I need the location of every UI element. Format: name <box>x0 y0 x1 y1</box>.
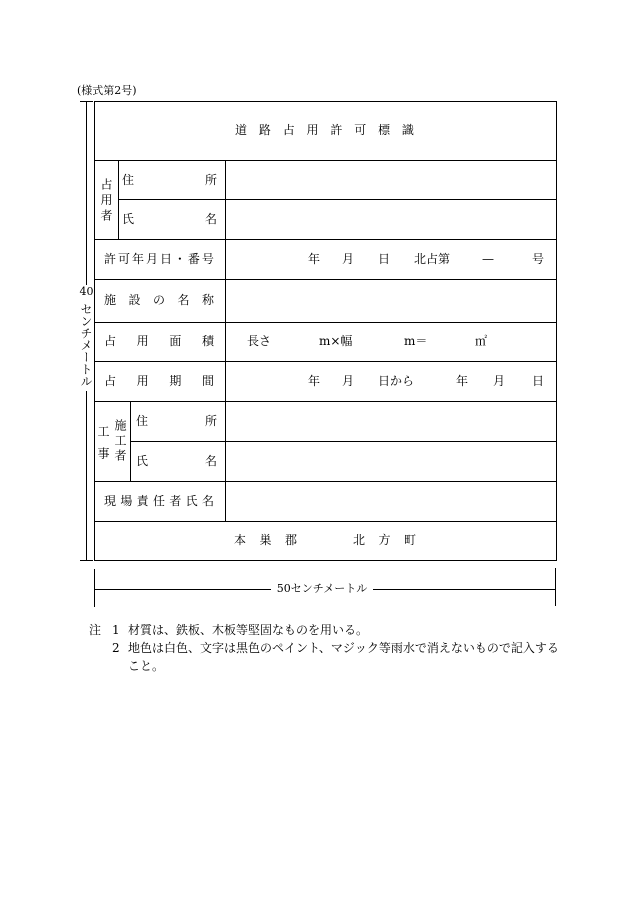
area-width: m×幅 <box>319 334 353 348</box>
note-number: 1 <box>112 623 120 637</box>
period-end-month: 月 <box>493 374 506 388</box>
row-divider <box>94 521 556 522</box>
occupant-group-label: 占用者 <box>99 178 113 225</box>
permit-month: 月 <box>342 252 355 266</box>
contractor-name-label: 氏 名 <box>136 454 217 468</box>
area-label: 占 用 面 積 <box>104 334 214 348</box>
permit-number-suffix: 号 <box>532 252 545 266</box>
row-divider <box>94 239 556 240</box>
permit-year: 年 <box>308 252 321 266</box>
width-dimension-line <box>373 589 556 590</box>
contractor-name-value <box>226 442 556 481</box>
contractor-address-label: 住 所 <box>136 414 217 428</box>
period-label: 占 用 期 間 <box>104 374 214 388</box>
sign-title: 道 路 占 用 許 可 標 識 <box>235 123 414 137</box>
width-dimension-tick-right <box>555 568 556 606</box>
area-unit: ㎡ <box>475 334 488 348</box>
note-text-continued: こと。 <box>128 659 165 673</box>
period-end-year: 年 <box>456 374 469 388</box>
height-dimension-line <box>86 391 87 560</box>
facility-label: 施 設 の 名 称 <box>104 293 214 307</box>
note-text: 材質は、鉄板、木板等堅固なものを用いる。 <box>128 623 369 637</box>
permit-day: 日 <box>378 252 391 266</box>
occupant-address-value <box>226 161 556 199</box>
location-county: 本 巣 郡 <box>234 533 297 547</box>
contractor-group-label-2: 施工者 <box>113 419 127 464</box>
period-end-day: 日 <box>532 374 545 388</box>
row-divider <box>94 322 556 323</box>
width-dimension-line <box>94 589 271 590</box>
height-dimension-line <box>86 101 87 285</box>
period-start-month: 月 <box>342 374 355 388</box>
permit-label: 許 可 年 月 日 ・ 番 号 <box>104 252 214 266</box>
facility-name-value <box>226 280 556 322</box>
period-start-day: 日から <box>378 374 415 388</box>
permit-number-dash: — <box>482 252 494 266</box>
width-dimension-tick-left <box>94 569 95 607</box>
notes-heading: 注 <box>89 623 102 637</box>
column-divider <box>118 160 119 239</box>
note-text: 地色は白色、文字は黒色のペイント、マジック等雨水で消えないもので記入する <box>128 641 559 655</box>
occupant-name-value <box>226 200 556 239</box>
contractor-group-label-1: 工事 <box>96 425 110 469</box>
occupant-name-label: 氏 名 <box>122 212 217 226</box>
area-length: 長さ <box>247 334 272 348</box>
contractor-address-value <box>226 402 556 441</box>
height-dimension-number: 40 <box>79 285 94 298</box>
height-dimension-tick-bottom <box>80 560 93 561</box>
note-number: 2 <box>112 641 120 655</box>
width-dimension-label: 50センチメートル <box>276 582 368 595</box>
row-divider <box>94 361 556 362</box>
site-manager-name-value <box>226 482 556 521</box>
form-number: (様式第2号) <box>77 84 137 97</box>
column-divider <box>130 401 131 481</box>
site-manager-label: 現 場 責 任 者 氏 名 <box>104 494 214 508</box>
location-town: 北 方 町 <box>353 533 416 547</box>
height-dimension-unit: センチメートル <box>79 303 93 387</box>
occupant-address-label: 住 所 <box>122 173 217 187</box>
period-start-year: 年 <box>308 374 321 388</box>
area-equals: m＝ <box>404 334 428 348</box>
permit-number-prefix: 北占第 <box>414 252 451 266</box>
